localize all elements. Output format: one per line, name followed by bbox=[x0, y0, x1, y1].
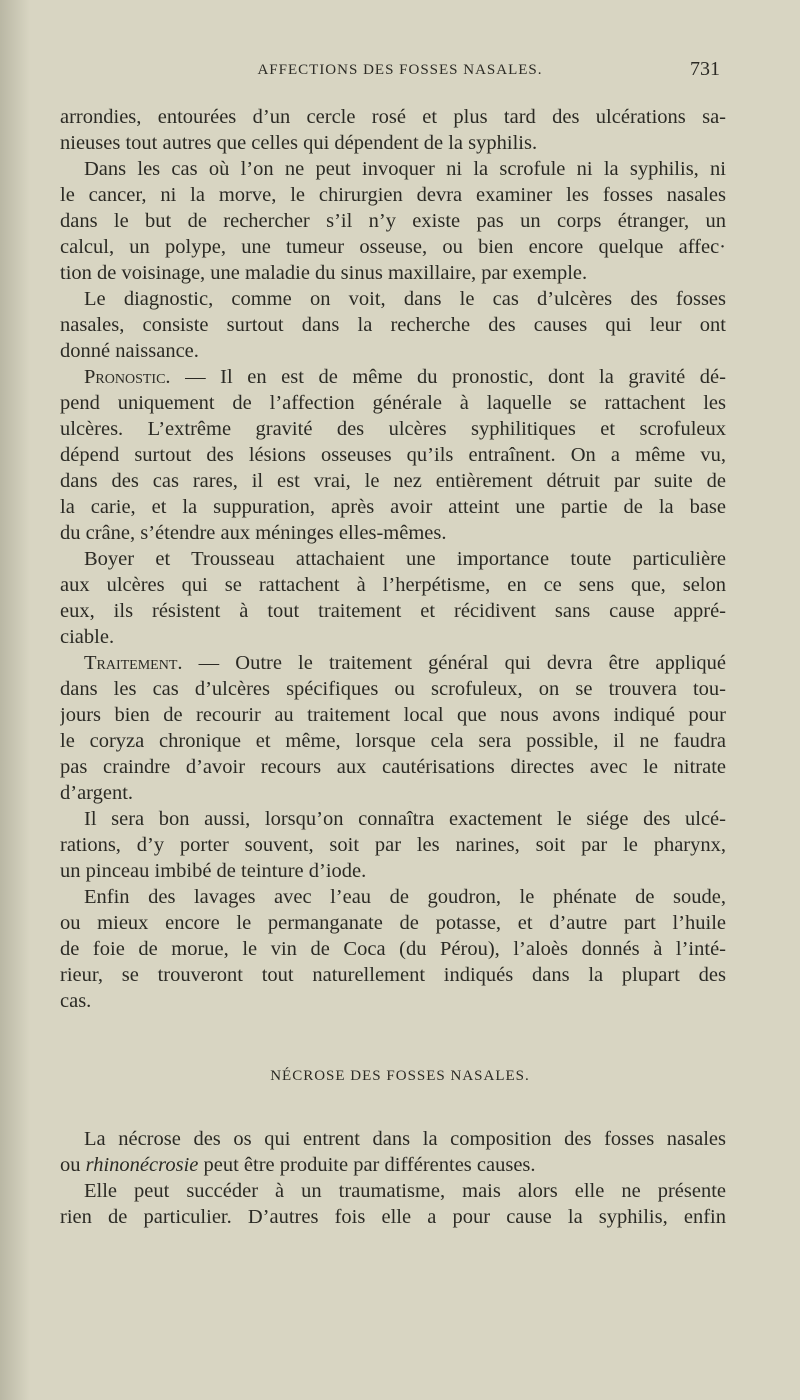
line-text: dans des cas rares, il est vrai, le nez entièrement détruit par suite de bbox=[60, 470, 726, 492]
text-line bbox=[60, 1152, 726, 1178]
line-text: rations, d’y porter souvent, soit par les narines, soit par le pharynx, bbox=[60, 834, 726, 856]
text-line bbox=[60, 234, 726, 260]
line-text: la carie, et la suppuration, après avoir atteint une partie de la base bbox=[60, 496, 726, 518]
text-line bbox=[60, 442, 726, 468]
text-line bbox=[60, 468, 726, 494]
text-line bbox=[60, 884, 726, 910]
text-line bbox=[60, 208, 726, 234]
text-line bbox=[60, 338, 726, 364]
text-line bbox=[60, 780, 726, 806]
section-lead-word: Traitement. bbox=[84, 652, 183, 674]
text-line bbox=[60, 832, 726, 858]
line-text: pas craindre d’avoir recours aux cautérisations directes avec le nitrate bbox=[60, 756, 726, 778]
section-body-text bbox=[60, 1126, 726, 1230]
running-title: AFFECTIONS DES FOSSES NASALES. bbox=[257, 62, 543, 78]
italic-term: rhinonécrosie bbox=[85, 1154, 199, 1176]
text-line bbox=[60, 988, 726, 1014]
line-text: jours bien de recourir au traitement local que nous avons indiqué pour bbox=[60, 704, 726, 726]
line-text: dépend surtout des lésions osseuses qu’ils entraînent. On a même vu, bbox=[60, 444, 726, 466]
line-text: eux, ils résistent à tout traitement et récidivent sans cause appré- bbox=[60, 600, 726, 622]
line-text: nieuses tout autres que celles qui dépendent de la syphilis. bbox=[60, 132, 538, 154]
line-text: tion de voisinage, une maladie du sinus maxillaire, par exemple. bbox=[60, 262, 588, 284]
text-line bbox=[60, 130, 726, 156]
text-line bbox=[60, 702, 726, 728]
text-line bbox=[60, 1178, 726, 1204]
line-text: Dans les cas où l’on ne peut invoquer ni la scrofule ni la syphilis, ni bbox=[84, 158, 726, 180]
text-line bbox=[60, 754, 726, 780]
line-text: Le diagnostic, comme on voit, dans le cas d’ulcères des fosses bbox=[84, 288, 726, 310]
line-text: arrondies, entourées d’un cercle rosé et plus tard des ulcérations sa- bbox=[60, 106, 726, 128]
text-line bbox=[60, 858, 726, 884]
text-line bbox=[60, 286, 726, 312]
text-line bbox=[60, 416, 726, 442]
line-text: aux ulcères qui se rattachent à l’herpétisme, en ce sens que, selon bbox=[60, 574, 726, 596]
text-line bbox=[60, 962, 726, 988]
text-line bbox=[60, 598, 726, 624]
line-text: Il sera bon aussi, lorsqu’on connaîtra exactement le siége des ulcé- bbox=[84, 808, 726, 830]
text-line bbox=[60, 546, 726, 572]
line-text: de foie de morue, le vin de Coca (du Pérou), l’aloès donnés à l’inté- bbox=[60, 938, 726, 960]
line-text: dans le but de rechercher s’il n’y existe pas un corps étranger, un bbox=[60, 210, 726, 232]
line-text: d’argent. bbox=[60, 782, 134, 804]
line-text: Enfin des lavages avec l’eau de goudron, le phénate de soude, bbox=[84, 886, 726, 908]
line-text: le coryza chronique et même, lorsque cela sera possible, il ne faudra bbox=[60, 730, 726, 752]
text-line bbox=[60, 650, 726, 676]
line-text: du crâne, s’étendre aux méninges elles-mêmes. bbox=[60, 522, 447, 544]
line-text: calcul, un polype, une tumeur osseuse, ou bien encore quelque affec· bbox=[60, 236, 726, 258]
text-line bbox=[60, 390, 726, 416]
line-text: Elle peut succéder à un traumatisme, mais alors elle ne présente bbox=[84, 1180, 726, 1202]
page-gutter-shadow bbox=[0, 0, 30, 1400]
text-line bbox=[60, 494, 726, 520]
line-text: La nécrose des os qui entrent dans la composition des fosses nasales bbox=[84, 1128, 726, 1150]
text-line bbox=[60, 936, 726, 962]
line-text: ou bbox=[60, 1154, 86, 1176]
line-text: ciable. bbox=[60, 626, 115, 648]
text-line bbox=[60, 520, 726, 546]
text-line bbox=[60, 728, 726, 754]
text-line bbox=[60, 364, 726, 390]
text-line bbox=[60, 104, 726, 130]
line-text: le cancer, ni la morve, le chirurgien devra examiner les fosses nasales bbox=[60, 184, 726, 206]
line-text: rien de particulier. D’autres fois elle a pour cause la syphilis, enfin bbox=[60, 1206, 726, 1228]
section-lead-word: Pronostic. bbox=[84, 366, 171, 388]
line-text: peut être produite par différentes causes. bbox=[198, 1154, 536, 1176]
text-line bbox=[60, 260, 726, 286]
text-line bbox=[60, 182, 726, 208]
line-text: — Outre le traitement général qui devra être appliqué bbox=[182, 652, 726, 674]
text-line bbox=[60, 312, 726, 338]
line-text: donné naissance. bbox=[60, 340, 199, 362]
line-text: ulcères. L’extrême gravité des ulcères syphilitiques et scrofuleux bbox=[60, 418, 726, 440]
line-text: cas. bbox=[60, 990, 92, 1012]
line-text: un pinceau imbibé de teinture d’iode. bbox=[60, 860, 367, 882]
text-line bbox=[60, 910, 726, 936]
line-text: pend uniquement de l’affection générale à laquelle se rattachent les bbox=[60, 392, 726, 414]
text-line bbox=[60, 1126, 726, 1152]
text-line bbox=[60, 1204, 726, 1230]
text-line bbox=[60, 156, 726, 182]
body-text bbox=[60, 104, 726, 1014]
line-text: rieur, se trouveront tout naturellement indiqués dans la plupart des bbox=[60, 964, 726, 986]
line-text: ou mieux encore le permanganate de potasse, et d’autre part l’huile bbox=[60, 912, 726, 934]
page-number: 731 bbox=[690, 58, 720, 80]
line-text: Boyer et Trousseau attachaient une importance toute particulière bbox=[84, 548, 726, 570]
line-text: — Il en est de même du pronostic, dont la gravité dé- bbox=[170, 366, 726, 388]
line-text: dans les cas d’ulcères spécifiques ou scrofuleux, on se trouvera tou- bbox=[60, 678, 726, 700]
text-line bbox=[60, 572, 726, 598]
text-line bbox=[60, 676, 726, 702]
line-text: nasales, consiste surtout dans la recherche des causes qui leur ont bbox=[60, 314, 726, 336]
text-line bbox=[60, 624, 726, 650]
section-title: NÉCROSE DES FOSSES NASALES. bbox=[270, 1068, 530, 1084]
text-line bbox=[60, 806, 726, 832]
